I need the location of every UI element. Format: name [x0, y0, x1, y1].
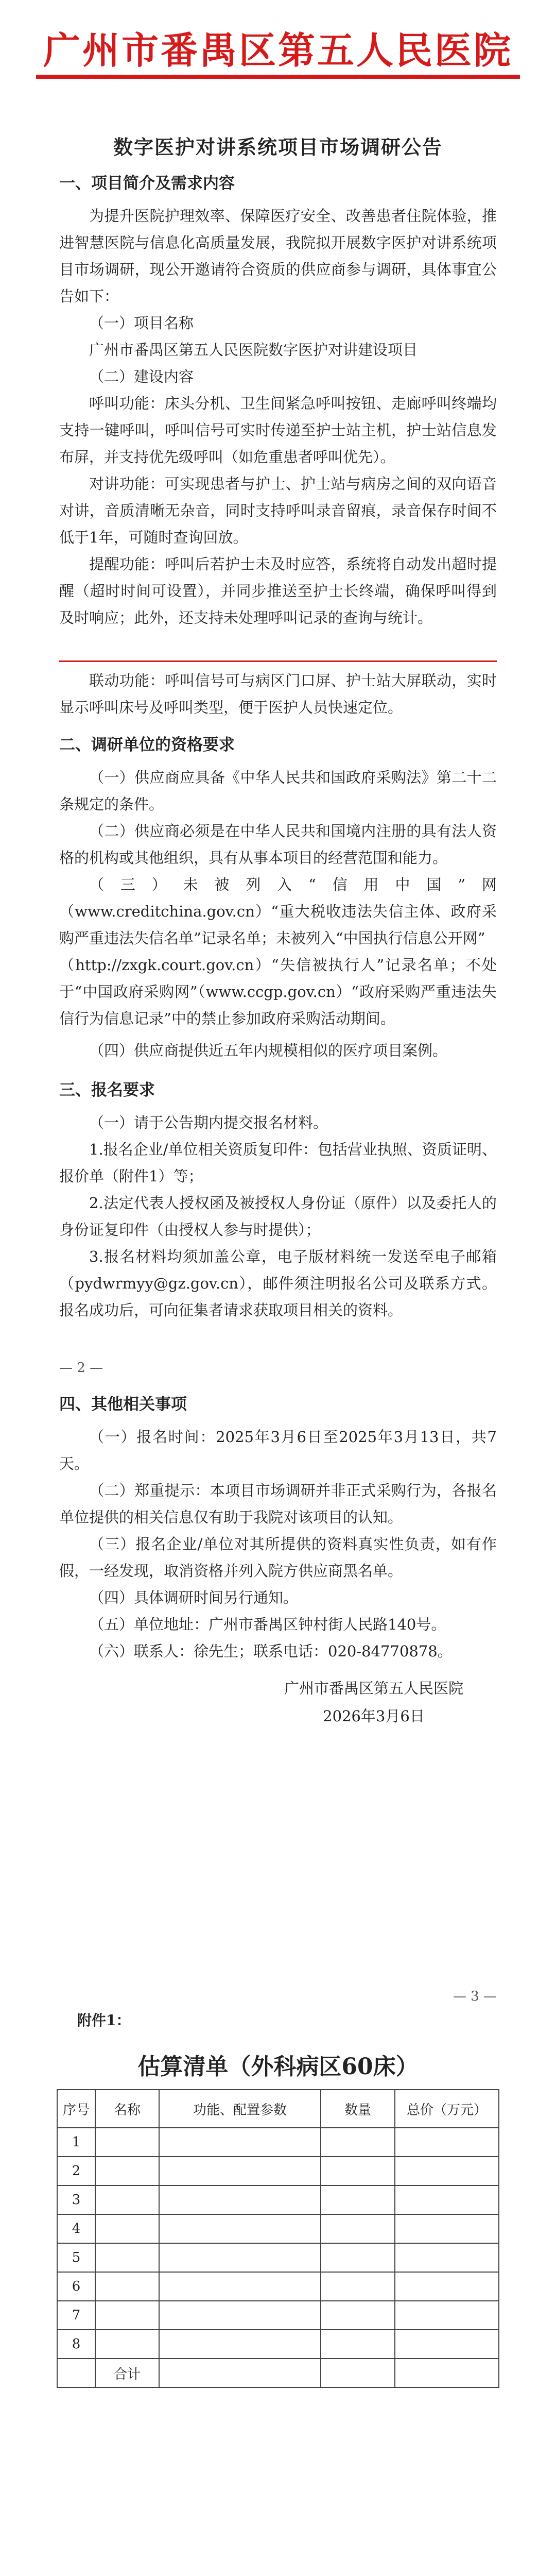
- intercom-function-text: 对讲功能：可实现患者与护士、护士站与病房之间的双向语音对讲，音质清晰无杂音，同时支持呼叫录音留痕，录音保存时间不低于1年，可随时查询回放。: [59, 475, 497, 546]
- signature-block: [284, 1674, 463, 1730]
- section-2: [59, 732, 497, 1064]
- matter-1: （一）报名时间：2025年3月6日至2025年3月13日，共7天。: [59, 1428, 497, 1472]
- table-row: [57, 2301, 499, 2330]
- page-number-2: — 2 —: [59, 1360, 103, 1376]
- total-label: 合计: [95, 2359, 159, 2387]
- signature-date: 2026年3月6日: [323, 1707, 425, 1725]
- qualification-3b: （http://zxgk.court.gov.cn）“失信被执行人”记录名单；不处于“中国政府采购网”（www.ccgp.gov.cn）“政府采购严重违法失信行为信息记录”中的禁止参加政府采购活动期间。: [59, 956, 497, 1027]
- section-3-title: 三、报名要求: [59, 1081, 155, 1099]
- table-row: [57, 2128, 499, 2157]
- row-index: 7: [57, 2301, 95, 2330]
- row-index: 3: [57, 2185, 95, 2214]
- matter-5: （五）单位地址：广州市番禺区钟村街人民路140号。: [89, 1616, 446, 1633]
- row-index: 6: [57, 2272, 95, 2301]
- qualification-4: （四）供应商提供近五年内规模相似的医疗项目案例。: [89, 1042, 448, 1059]
- section-1-title: 一、项目简介及需求内容: [59, 174, 235, 193]
- page-break-red-line: [59, 660, 497, 662]
- col-header-total: 总价（万元）: [395, 2090, 499, 2128]
- hospital-name: 广州市番禺区第五人民医院: [43, 28, 513, 72]
- table-row: [57, 2272, 499, 2301]
- matter-4: （四）具体调研时间另行通知。: [89, 1589, 299, 1606]
- table-total-row: [57, 2359, 499, 2387]
- section-1-cont: [59, 667, 497, 721]
- section-4-title: 四、其他相关事项: [59, 1395, 187, 1414]
- estimate-table: [57, 2089, 499, 2388]
- reminder-function-text: 提醒功能：呼叫后若护士未及时应答，系统将自动发出超时提醒（超时时间可设置），并同步推送至护士长终端，确保呼叫得到及时响应；此外，还支持未处理呼叫记录的查询与统计。: [59, 555, 497, 626]
- linkage-function-text: 联动功能：呼叫信号可与病区门口屏、护士站大屏联动，实时显示呼叫床号及呼叫类型，便于医护人员快速定位。: [59, 672, 497, 716]
- col-header-quantity: 数量: [321, 2090, 395, 2128]
- row-index: 4: [57, 2214, 95, 2243]
- table-row: [57, 2243, 499, 2272]
- matter-6: （六）联系人：徐先生；联系电话：020-84770878。: [89, 1642, 453, 1660]
- col-header-name: 名称: [95, 2090, 159, 2128]
- section-3: [59, 1077, 497, 1324]
- table-row: [57, 2330, 499, 2359]
- row-index: 1: [57, 2128, 95, 2157]
- section-4: [59, 1391, 497, 1665]
- section-1: [59, 170, 497, 631]
- page-number-3: — 3 —: [453, 1989, 497, 2004]
- document-header: [0, 21, 556, 74]
- col-header-spec: 功能、配置参数: [159, 2090, 321, 2128]
- header-red-rule: [36, 75, 520, 79]
- table-header-row: [57, 2090, 499, 2128]
- table-row: [57, 2185, 499, 2214]
- section-1-sub1-text: 广州市番禺区第五人民医院数字医护对讲建设项目: [89, 341, 418, 359]
- row-index: 8: [57, 2330, 95, 2359]
- table-row: [57, 2157, 499, 2185]
- registration-3: 2.法定代表人授权函及被授权人身份证（原件）以及委托人的身份证复印件（由授权人参与时提供）；: [59, 1194, 497, 1239]
- call-function-text: 呼叫功能：床头分机、卫生间紧急呼叫按钮、走廊呼叫终端均支持一键呼叫，呼叫信号可实时传递至护士站主机，护士站信息发布屏，并支持优先级呼叫（如危重患者呼叫优先）。: [59, 395, 497, 466]
- qualification-3a: （三）未被列入“信用中国”网（www.creditchina.gov.cn）“重大税收违法失信主体、政府采购严重违法失信名单”记录名单；未被列入“中国执行信息公开网”: [59, 876, 497, 947]
- col-header-index: 序号: [57, 2090, 95, 2128]
- section-2-title: 二、调研单位的资格要求: [59, 736, 235, 754]
- document-title: 数字医护对讲系统项目市场调研公告: [113, 135, 443, 159]
- matter-2: （二）郑重提示：本项目市场调研并非正式采购行为，各报名单位提供的相关信息仅有助于我院对该项目的认知。: [59, 1482, 497, 1526]
- registration-1: （一）请于公告期内提交报名材料。: [89, 1114, 328, 1131]
- matter-3: （三）报名企业/单位对其所提供的资料真实性负责，如有作假，一经发现，取消资格并列入院方供应商黑名单。: [59, 1535, 497, 1580]
- qualification-1: （一）供应商应具备《中华人民共和国政府采购法》第二十二条规定的条件。: [59, 769, 497, 813]
- registration-2: 1.报名企业/单位相关资质复印件：包括营业执照、资质证明、报价单（附件1）等；: [59, 1141, 497, 1185]
- qualification-2: （二）供应商必须是在中华人民共和国境内注册的具有法人资格的机构或其他组织，具有从事本项目的经营范围和能力。: [59, 822, 497, 867]
- section-1-sub2: （二）建设内容: [89, 368, 194, 385]
- section-1-sub1: （一）项目名称: [89, 314, 194, 332]
- attachment-label: 附件1：: [77, 2012, 131, 2029]
- estimate-table-title: 估算清单（外科病区60床）: [137, 2054, 419, 2080]
- table-row: [57, 2214, 499, 2243]
- registration-4: 3.报名材料均须加盖公章，电子版材料统一发送至电子邮箱（pydwrmyy@gz.gov.cn），邮件须注明报名公司及联系方式。报名成功后，可向征集者请求获取项目相关的资料。: [59, 1248, 497, 1319]
- section-1-intro: 为提升医院护理效率、保障医疗安全、改善患者住院体验，推进智慧医院与信息化高质量发展，我院拟开展数字医护对讲系统项目市场调研，现公开邀请符合资质的供应商参与调研，具体事宜公告如下：: [59, 207, 497, 305]
- row-index: 2: [57, 2157, 95, 2185]
- signature-org: 广州市番禺区第五人民医院: [284, 1680, 463, 1697]
- row-index: 5: [57, 2243, 95, 2272]
